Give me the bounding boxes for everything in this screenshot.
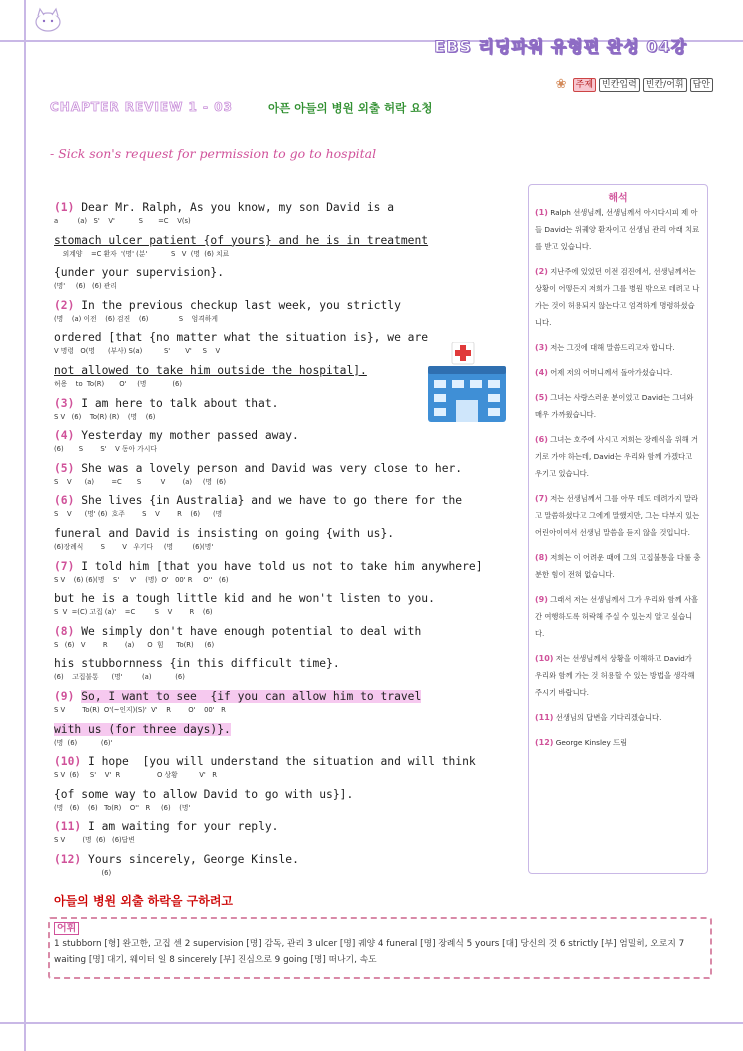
sentence-line: funeral and David is insisting on going {with us}. [54,526,395,540]
gloss-line: (6)장례식 S V 우기다 (명 (6)(명' [54,542,214,551]
translation-number: (12) [535,738,554,747]
gloss-line: (6) 고집불통 (명' (a) (6) [54,673,185,682]
translation-item [535,204,701,255]
translation-number: (9) [535,595,548,604]
gloss-line: (6) [54,868,112,877]
paw-icon: ❀ [555,77,567,92]
translation-list [529,204,707,751]
gloss-line: S V (6) S' V' R O 상황 V' R [54,771,217,780]
gloss-line: S V (a) =C S V (a) (명 (6) [54,477,227,486]
sentence-line: his stubbornness {in this difficult time}. [54,657,340,671]
translation-text: 그래서 저는 선생님께서 그가 우리와 함께 사흘간 여행하도록 허락해 주실 수 있는지 알고 싶습니다. [535,595,699,638]
tag-topic[interactable]: 주제 [573,78,596,92]
gloss-line: (명 (6) (6) To(R) O'' R (6) (명' [54,803,191,812]
vocab-box [48,917,712,979]
gloss-line: S V (명 (6) (6)답변 [54,836,135,845]
gloss-line: S V (6) (6)(명 S' V' (명) O' 00' R O'' (6) [54,575,229,584]
gloss-line: (6) S S' V 동아 가시다 [54,445,157,454]
translation-text: 저희는 이 어려운 때에 그의 고집불통을 다룰 충분한 힘이 전혀 없습니다. [535,553,701,579]
cat-logo-icon [30,6,70,34]
translation-number: (1) [535,208,548,217]
gloss-line: 외계양 =C 환자 '(명' (분' S V (명 (6) 치료 [54,249,230,258]
translation-number: (11) [535,713,554,722]
passage [54,200,494,884]
tag-blank-vocab[interactable]: 빈칸/어휘 [643,78,687,92]
chapter-english-title: - Sick son's request for permission to go to hospital [50,146,377,161]
translation-number: (6) [535,435,548,444]
sentence-line: (9) So, I want to see {if you can allow him to travel [54,689,422,703]
gloss-line: S V =(C) 고집 (a)' =C S V R (6) [54,608,213,617]
sentence-line: (11) I am waiting for your reply. [54,820,279,834]
translation-item [535,389,701,423]
gloss-line: a (a) S' V' S =C V(s) [54,217,191,225]
page-header-title: EBS 리딩파워 유형편 완성 04강 [434,37,687,56]
gloss-line: (명 (a) 이전 (6) 검진 (6) S 엄격하게 [54,314,218,323]
translation-number: (10) [535,654,554,663]
translation-item [535,650,701,701]
translation-text: Ralph 선생님께, 선생님께서 아시다시피 제 아들 David는 위궤양 환자이고 선생님 관리 아래 치료를 받고 있습니다. [535,208,700,251]
sentence-line: with us (for three days)}. [54,722,231,736]
sentence-line: (4) Yesterday my mother passed away. [54,429,299,443]
tag-row [556,78,713,92]
sentence-line: but he is a tough little kid and he won't listen to you. [54,592,435,606]
gloss-line: 허용 to To(R) O' (명 (6) [54,379,183,388]
hospital-icon [424,342,510,424]
sentence-line: {of some way to allow David to go with us}]. [54,787,354,801]
translation-text: 선생님의 답변을 기다리겠습니다. [555,713,662,722]
vocab-heading: 어휘 [54,922,79,935]
translation-item [535,339,701,356]
translation-number: (4) [535,368,548,377]
footer-divider [0,1022,743,1024]
translation-number: (2) [535,267,548,276]
chapter-title: CHAPTER REVIEW 1 - 03 [50,100,233,114]
translation-item [535,364,701,381]
sentence-line: (5) She was a lovely person and David was very close to her. [54,461,463,475]
translation-number: (7) [535,494,548,503]
gloss-line: (명 (6) (6)' [54,738,113,747]
translation-item [535,549,701,583]
translation-text: 저는 선생님께서 상황을 이해하고 David가 우리와 함께 가는 것 허용할 수 있는 방법을 생각해 주시기 바랍니다. [535,654,695,697]
sentence-line: (1) Dear Mr. Ralph, As you know, my son David is a [54,201,395,214]
translation-item [535,490,701,541]
sentence-line: (12) Yours sincerely, George Kinsle. [54,852,299,866]
sentence-line: stomach ulcer patient {of yours} and he is in treatment [54,233,429,247]
translation-heading: 해석 [608,193,628,204]
sentence-line: {under your supervision}. [54,266,225,280]
sentence-line: (6) She lives {in Australia} and we have to go there for the [54,494,463,508]
translation-text: 지난주에 있었던 이전 검진에서, 선생님께서는 상황이 어떻든지 저희가 그를 병원 밖으로 데려고 나가는 것이 허용되지 않는다고 엄격하게 명령하셨습니다. [535,267,700,327]
sentence-line: (8) We simply don't have enough potential to deal with [54,624,422,638]
vocab-text: 1 stubborn [형] 완고한, 고집 센 2 supervision [명] 감독, 관리 3 ulcer [명] 궤양 4 funeral [명] 장례식 5 yours [대] 당신의 것 6 strictly [부] 엄밀히, 오로지 7 waiting [명] 대기, 웨이터 일 8 sincerely [부] 진심으로 9 going [명] 떠나기, 속도 [54,939,685,965]
summary-text: 아들의 병원 외출 하락을 구하려고 [54,894,234,908]
sentence-line: (3) I am here to talk about that. [54,396,279,410]
translation-item [535,263,701,331]
gloss-line: S (6) V R (a) O 힘 To(R) (6) [54,640,215,649]
gloss-line: (명' (6) (6) 관리 [54,282,117,291]
translation-text: George Kinsley 드림 [555,738,628,747]
translation-text: 저는 선생님께서 그를 아무 데도 데려가지 말라고 말씀하셨다고 그에게 말했지만, 그는 다부지 있는 어린아이여서 선생님 말씀을 듣지 않을 것입니다. [535,494,700,537]
tag-answer[interactable]: 답안 [690,78,713,92]
translation-text: 어제 저의 어머니께서 돌아가셨습니다. [550,368,673,377]
translation-item [535,591,701,642]
translation-item [535,734,701,751]
translation-item [535,431,701,482]
translation-text: 저는 그것에 대해 말씀드리고자 합니다. [550,343,675,352]
gloss-line: V 명령 O(명 (부사) S(a) S' V' S V [54,347,221,356]
gloss-line: S V (6) To(R) (R) (명 (6) [54,412,156,421]
sentence-line: (10) I hope [you will understand the situation and will think [54,755,476,769]
left-frame-line [24,0,26,1051]
translation-item [535,709,701,726]
sentence-line: (7) I told him [that you have told us not to take him anywhere] [54,559,483,573]
chapter-korean-title: 아픈 아들의 병원 외출 허락 요청 [268,101,433,115]
translation-panel [528,184,708,874]
translation-number: (5) [535,393,548,402]
translation-number: (3) [535,343,548,352]
translation-text: 그녀는 호주에 사시고 저희는 장례식을 위해 거기로 가야 하는데, David는 우리와 함께 가겠다고 우기고 있습니다. [535,435,699,478]
translation-text: 그녀는 사랑스러운 분이었고 David는 그녀와 매우 가까웠습니다. [535,393,694,419]
sentence-line: not allowed to take him outside the hospital]. [54,363,367,377]
translation-number: (8) [535,553,548,562]
tag-blank-input[interactable]: 빈칸입력 [599,78,640,92]
gloss-line: S V To(R) O'(~인지)(S)' V' R O' 00' R [54,705,226,714]
sentence-line: ordered [that {no matter what the situation is}, we are [54,331,429,345]
gloss-line: S V (명' (6) 호주 S V R (6) (명 [54,510,223,519]
sentence-line: (2) In the previous checkup last week, you strictly [54,298,401,312]
